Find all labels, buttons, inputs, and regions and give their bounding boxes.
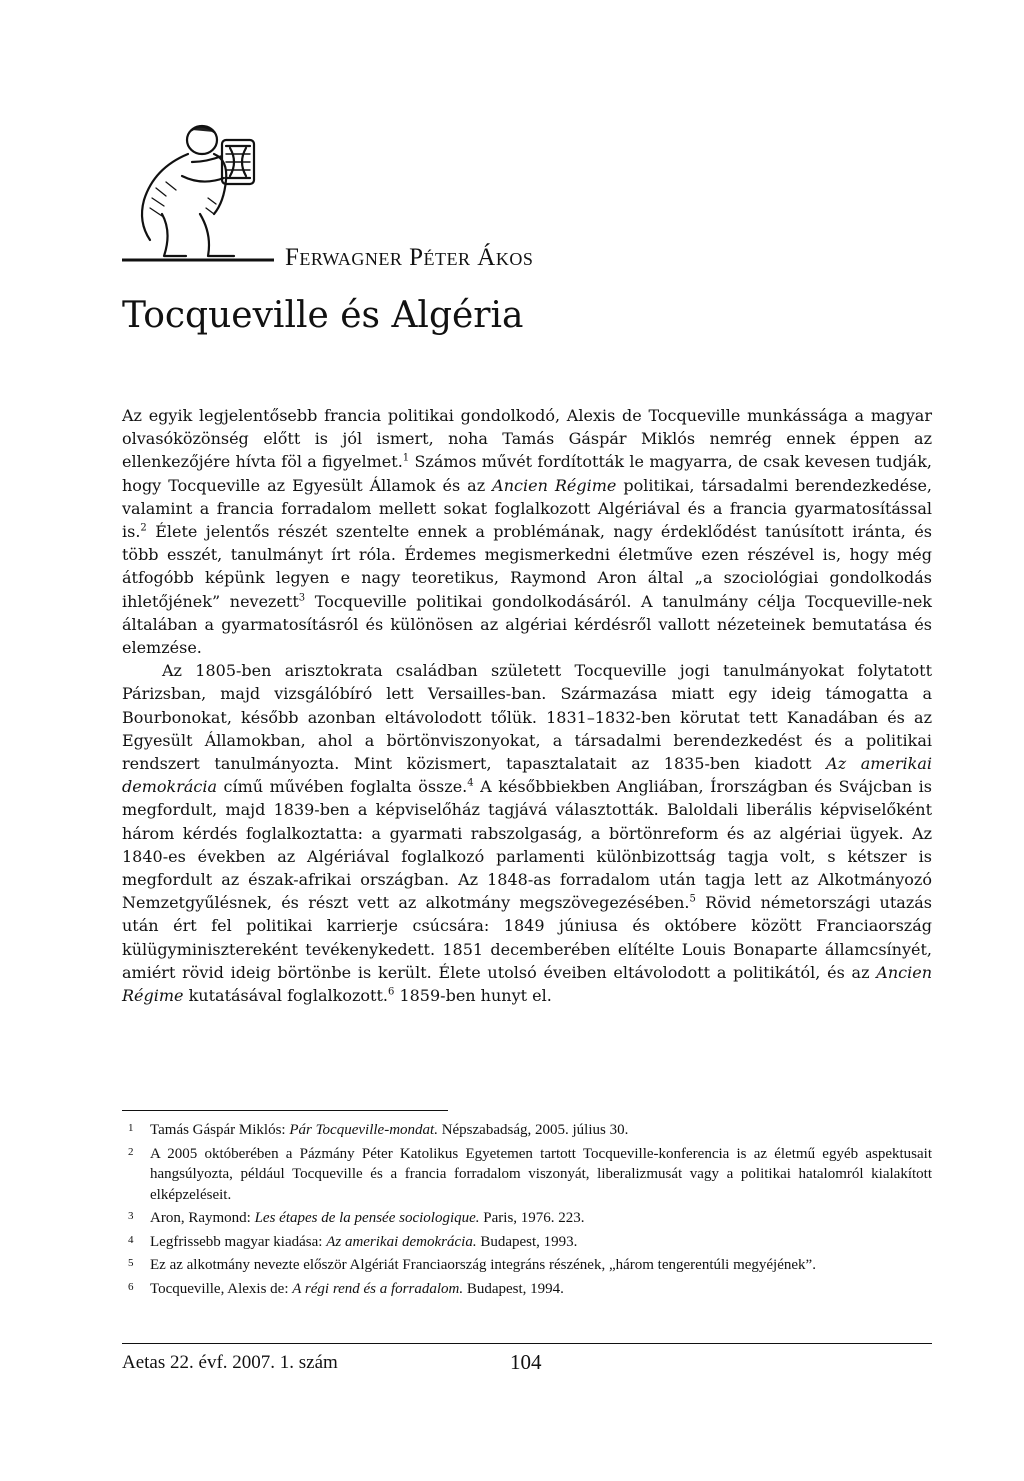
footer-rule: [122, 1343, 932, 1344]
footnote-separator: [122, 1110, 448, 1111]
text-run: A 2005 októberében a Pázmány Péter Katolikus Egyetemen tartott Tocqueville-konferencia is az életmű egyéb aspektusait hangsúlyozta, például Tocqueville és a francia forradalom viszonyát, liberalizmusát vagy a politikai hatalomról kialakított elképzeléseit.: [150, 1145, 932, 1203]
body-paragraph: [122, 404, 932, 659]
italic-title: Ancien Régime: [492, 475, 617, 495]
text-run: Tocqueville, Alexis de:: [150, 1280, 293, 1297]
footnote-number: 5: [128, 1257, 134, 1269]
footnote-number: 4: [128, 1233, 134, 1246]
text-run: A későbbiekben Angliában, Írországban és Svájcban is megfordult, majd 1839-ben a képviselőház tagjává választották. Baloldali liberális képviselőként három kérdés foglalkoztatta: a gyarmati rabszolgaság, a börtönreform és az algériai ügyek. Az 1840-es években az Algériával foglalkozó parlamenti különbizottság tagja volt, s kétszer is megfordult az észak-afrikai országban. Az 1848-as forradalom után tagja lett az Alkotmányozó Nemzetgyűlésnek, és részt vett az alkotmány megszövegezésében.: [122, 777, 932, 913]
italic-title: Ancien Régime: [122, 962, 932, 1006]
footnote-ref: 2: [140, 522, 147, 534]
footnote-ref: 5: [689, 893, 696, 905]
italic-title: Pár Tocqueville-mondat.: [289, 1122, 438, 1138]
footnotes-list: [122, 1120, 932, 1302]
footnote: [122, 1279, 932, 1300]
text-run: Az 1805-ben arisztokrata családban született Tocqueville jogi tanulmányokat folytatott Párizsban, majd vizsgálóbíró lett Versailles-ban. Származása miatt egy ideig támogatta a Bourbonokat, később azonban eltávolodott tőlük. 1831–1832-ben körutat tett Kanadában és az Egyesült Államokban, ahol a börtönviszonyokat, a társadalmi berendezkedést és a politikai rendszert tanulmányozta. Mint közismert, tapasztalatait az 1835-ben kiadott: [122, 661, 932, 774]
footnote-text: [150, 1210, 585, 1226]
text-run: Élete jelentős részét szentelte ennek a problémának, nagy érdeklődést tanúsított iránta, és több esszét, tanulmányt írt róla. Érdemes megismerkedni életműve ezen részével is, hogy még átfogóbb képünk legyen e nagy teoretikus, Raymond Aron által „a szociológiai gondolkodás ihletőjének” nevezett: [122, 522, 932, 611]
italic-title: Az amerikai demokrácia: [122, 754, 932, 797]
journal-issue: Aetas 22. évf. 2007. 1. szám: [122, 1352, 338, 1373]
footnote-text: [150, 1122, 628, 1138]
footnote-number: 3: [128, 1210, 134, 1222]
text-run: Paris, 1976. 223.: [479, 1210, 585, 1226]
text-run: Tamás Gáspár Miklós:: [150, 1122, 290, 1138]
article-body: [122, 404, 932, 1007]
footnote-ref: 4: [467, 777, 474, 789]
author-name: Ferwagner Péter Ákos: [285, 244, 534, 271]
text-run: Számos művét fordították le magyarra, de csak kevesen tudják, hogy Tocqueville az Egyesült Államok és az: [122, 452, 932, 495]
text-run: Budapest, 1993.: [476, 1233, 578, 1250]
footnote-text: [150, 1146, 932, 1203]
text-run: Budapest, 1994.: [463, 1280, 564, 1297]
text-run: 1859-ben hunyt el.: [394, 986, 552, 1006]
text-run: Legfrissebb magyar kiadása:: [150, 1233, 327, 1250]
text-run: Ez az alkotmány nevezte először Algériát Franciaország integráns részének, „három tengerentúli megyéjének”.: [150, 1257, 816, 1273]
italic-title: Az amerikai demokrácia.: [326, 1233, 477, 1250]
footnote: [122, 1232, 932, 1253]
body-paragraph: [122, 659, 932, 1007]
journal-logo-illustration: [122, 118, 274, 270]
footnote-number: 2: [128, 1145, 134, 1158]
footnote: [122, 1208, 932, 1229]
text-run: Népszabadság, 2005. július 30.: [437, 1122, 629, 1138]
text-run: Tocqueville politikai gondolkodásáról. A tanulmány célja Tocqueville-nek általában a gyarmatosításról és különösen az algériai kérdésről vallott nézeteinek bemutatása és elemzése.: [122, 591, 932, 658]
footnote-text: [150, 1281, 564, 1297]
footnote: [122, 1255, 932, 1276]
text-run: Rövid németországi utazás után ért fel politikai karrierje csúcsára: 1849 júniusa és októbere között Franciaország külügyminisztereként tevékenykedett. 1851 decemberében elítélte Louis Bonaparte államcsínyét, amiért rövid ideig börtönbe is került. Élete utolsó éveiben eltávolodott a politikától, és az: [122, 893, 933, 982]
article-title: Tocqueville és Algéria: [122, 295, 524, 336]
footnote-number: 1: [128, 1122, 134, 1134]
text-run: politikai, társadalmi berendezkedése, valamint a francia forradalom mellett sokat foglalkozott Algériával és a francia gyarmatosítással is.: [122, 475, 933, 542]
footnote-number: 6: [128, 1280, 134, 1293]
italic-title: A régi rend és a forradalom.: [292, 1280, 464, 1297]
footnote-ref: 3: [298, 592, 306, 604]
footnote-text: [150, 1234, 577, 1250]
page-number: 104: [510, 1350, 542, 1374]
footnote: [122, 1120, 932, 1141]
footnote-text: [150, 1257, 816, 1273]
footnote-ref: 1: [402, 453, 410, 465]
text-run: című művében foglalta össze.: [217, 777, 468, 797]
footnote-ref: 6: [387, 986, 395, 998]
text-run: Aron, Raymond:: [150, 1210, 255, 1226]
text-run: kutatásával foglalkozott.: [183, 986, 388, 1006]
footnote: [122, 1144, 932, 1206]
text-run: Az egyik legjelentősebb francia politikai gondolkodó, Alexis de Tocqueville munkássága a magyar olvasóközönség előtt is jól ismert, noha Tamás Gáspár Miklós nemrég ennek éppen az ellenkezőjére hívta föl a figyelmet.: [122, 406, 932, 472]
italic-title: Les étapes de la pensée sociologique.: [254, 1210, 480, 1226]
